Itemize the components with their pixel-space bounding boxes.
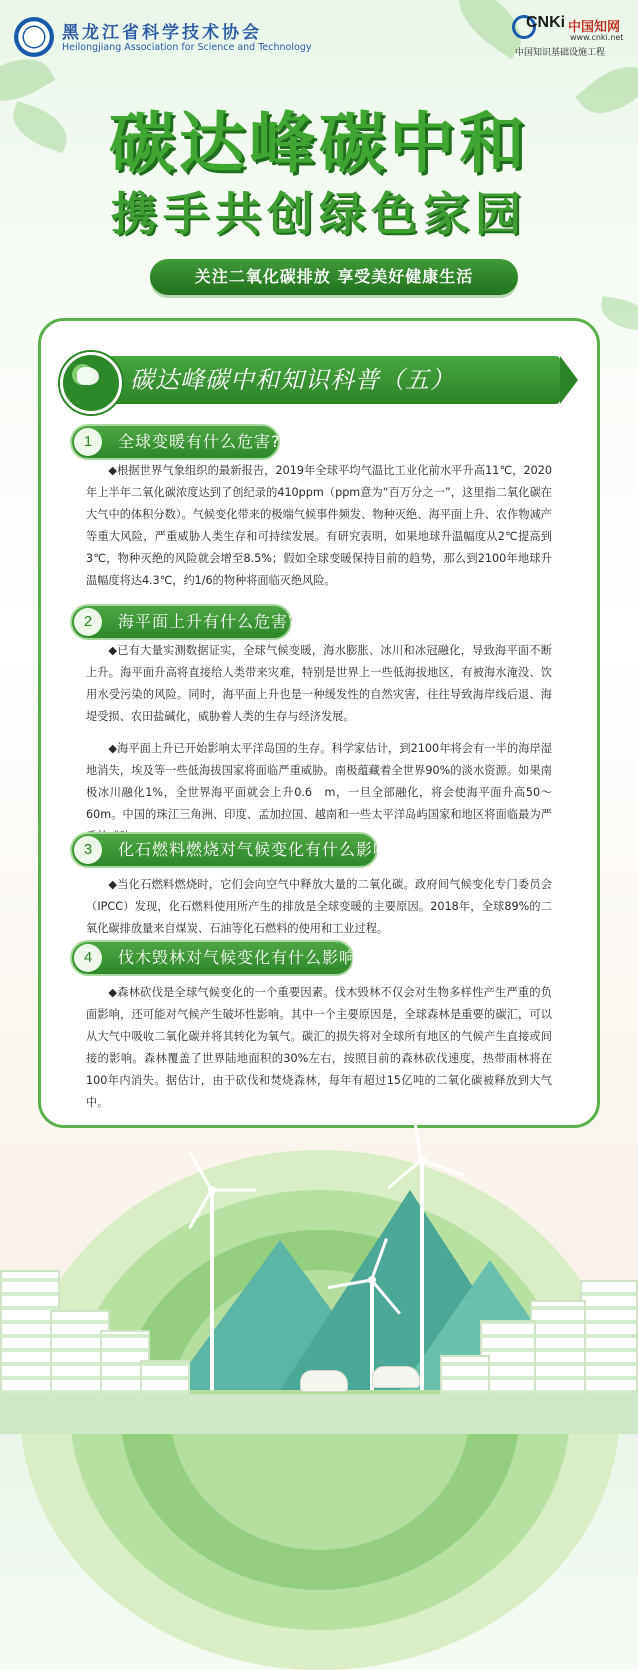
association-seal-icon [14, 17, 54, 57]
turbine-blade [212, 1189, 256, 1192]
leaf-decoration [598, 296, 638, 332]
ground [0, 1394, 638, 1434]
section-title: 化石燃料燃烧对气候变化有什么影响? [118, 840, 400, 859]
org-name: 黑龙江省科学技术协会 [62, 23, 262, 43]
section-header-2 [70, 604, 298, 640]
sub-title: 携手共创绿色家园 [111, 187, 527, 241]
car-icon [372, 1366, 420, 1388]
wind-turbine-icon [210, 1190, 214, 1390]
header [0, 0, 638, 70]
cnki-name: 中国知网 [568, 20, 621, 35]
wind-turbine-icon [420, 1160, 424, 1390]
section-paragraph: ◆根据世界气象组织的最新报告，2019年全球平均气温比工业化前水平升高11℃，2020年上半年二氧化碳浓度达到了创纪录的410ppm（ppm意为“百万分之一”，这里指二氧化碳在大气中的体积分数）。气候变化带来的极端气候事件频发、物种灭绝、海平面上升、农作物减产等重大风险，严重威胁人类生存和可持续发展。有研究表明，如果地球升温幅度从2℃提高到3℃，物种灭绝的风险就会增至8.5%；假如全球变暖保持目前的趋势，那么到2100年地球升温幅度将达4.3℃，约1/6的物种将面临灭绝风险。 [86, 464, 552, 587]
cnki-project: 中国知识基础设施工程 [515, 48, 606, 58]
section-number: 1 [74, 428, 102, 456]
section-title: 伐木毁林对气候变化有什么影响? [118, 948, 366, 967]
section-paragraph: ◆已有大量实测数据证实，全球气候变暖，海水膨胀、冰川和冰冠融化，导致海平面不断上升。海平面升高将直接给人类带来灾难，特别是世界上一些低海拔地区，有被海水淹没、饮用水受污染的风险。同时，海平面上升也是一种缓发性的自然灾害，往往导致海岸线后退、海堤受损、农田盐碱化，威胁着人类的生存与经济发展。 [86, 644, 552, 723]
section-header-4 [70, 940, 366, 976]
slogan-banner: 关注二氧化碳排放 享受美好健康生活 [150, 259, 518, 295]
section-number: 2 [74, 608, 102, 636]
cnki-url: www.cnki.net [570, 33, 624, 42]
section-paragraph: ◆海平面上升已开始影响太平洋岛国的生存。科学家估计，到2100年将会有一半的海岸湿地消失，埃及等一些低海拔国家将面临严重威胁。南极蕴藏着全世界90%的淡水资源。如果南极冰川融化1%，全世界海平面就会上升0.6 m，一旦全部融化，将会使海平面升高50～60m。中国的珠江三角洲、印度、孟加拉国、越南和一些太平洋岛屿国家和地区将面临最为严 [86, 742, 552, 821]
section-title: 海平面上升有什么危害? [118, 612, 298, 631]
section-header-3 [70, 832, 400, 868]
section-number: 4 [74, 944, 102, 972]
section-title: 全球变暖有什么危害? [118, 432, 281, 451]
banner-title: 碳达峰碳中和知识科普（五） [130, 366, 455, 394]
org-name-en: Heilongjiang Association for Science and Technology [62, 42, 312, 53]
globe-icon [60, 352, 122, 414]
car-icon [300, 1370, 348, 1392]
banner-tab [560, 356, 578, 404]
section-number: 3 [74, 836, 102, 864]
section-paragraph: ◆当化石燃料燃烧时，它们会向空气中释放大量的二氧化碳。政府间气候变化专门委员会（IPCC）发现，化石燃料使用所产生的排放是全球变暖的主要原因。2018年，全球89%的二氧化碳排放量来自煤炭、石油等化石燃料的使用和工业过程。 [86, 878, 552, 935]
main-title: 碳达峰碳中和 [109, 105, 529, 182]
card-banner [60, 352, 580, 408]
cnki-logo-text: CNKi [526, 14, 566, 31]
green-city-illustration [0, 1130, 638, 1434]
section-paragraph: ◆森林砍伐是全球气候变化的一个重要因素。伐木毁林不仅会对生物多样性产生严重的负面影响，还可能对气候产生破坏性影响。其中一个主要原因是，全球森林是重要的碳汇，可以从大气中吸收二氧化碳并将其转化为氧气。碳汇的损失将对全球所有地区的气候产生直接或间接的影响。森林覆盖了世界陆地面积的30%左右，按照目前的森林砍伐速度，热带雨林将在100年内消失。据估计，由于砍伐和焚烧森林，每年有超过15亿吨的二氧化碳被释放到大气中。 [86, 986, 552, 1109]
section-header-1 [70, 424, 280, 460]
